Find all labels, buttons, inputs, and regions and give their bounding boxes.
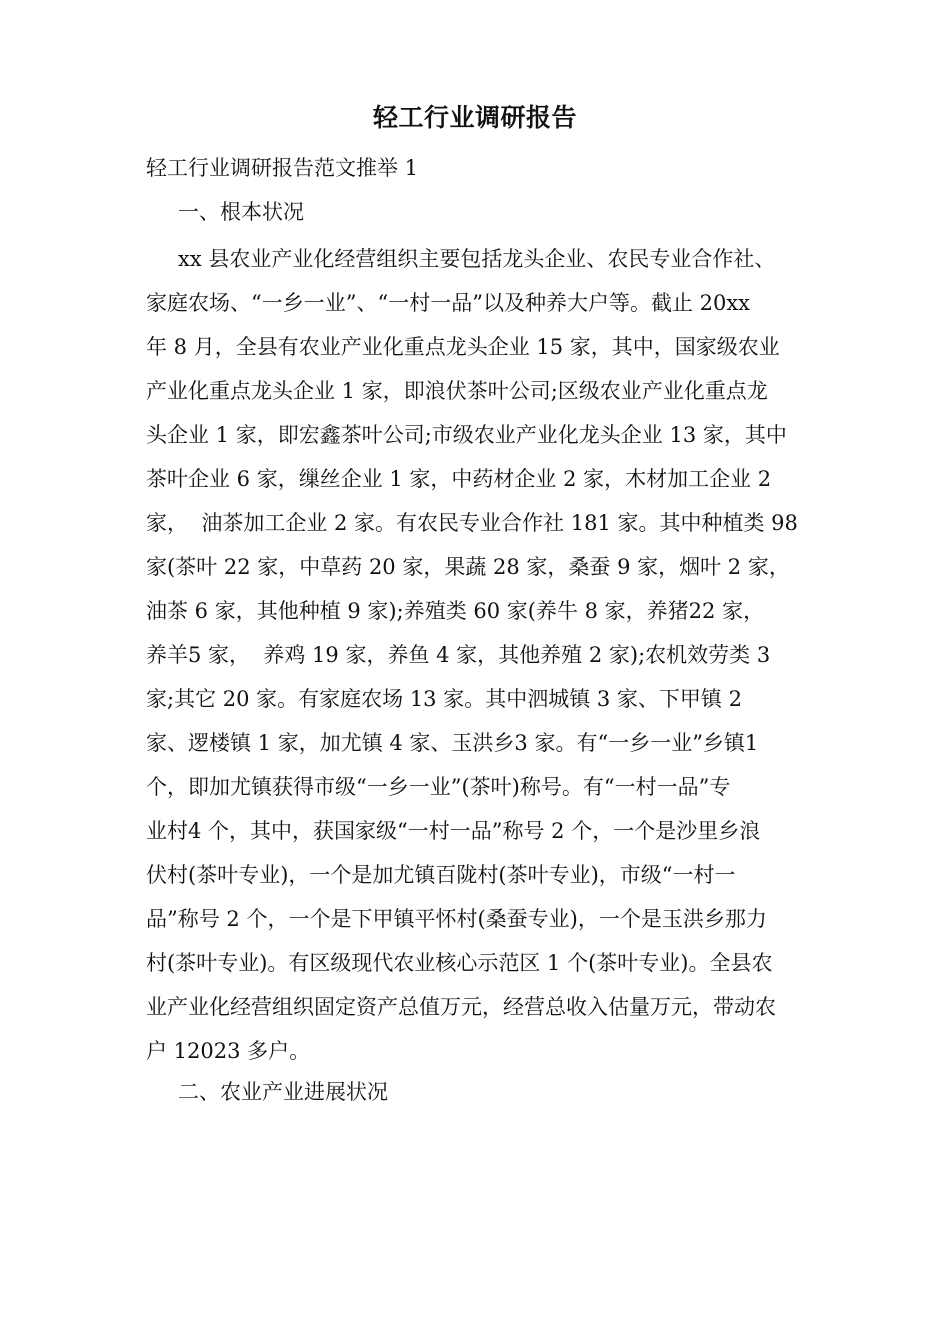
paragraph-line: 年 8 月，全县有农业产业化重点龙头企业 15 家，其中，国家级农业 <box>146 335 780 359</box>
paragraph-line: 养羊5 家， 养鸡 19 家，养鱼 4 家，其他养殖 2 家);农机效劳类 3 <box>146 643 771 667</box>
paragraph-line: 个，即加尤镇获得市级“一乡一业”(茶叶)称号。有“一村一品”专 <box>146 775 731 799</box>
section-heading-1: 一、根本状况 <box>178 200 304 224</box>
paragraph-line: 家庭农场、“一乡一业”、“一村一品”以及种养大户等。截止 20xx <box>146 291 751 315</box>
paragraph-line: 家(茶叶 22 家，中草药 20 家，果蔬 28 家，桑蚕 9 家，烟叶 2 家， <box>146 555 790 579</box>
paragraph-line: 业村4 个，其中，获国家级“一村一品”称号 2 个，一个是沙里乡浪 <box>146 819 761 843</box>
paragraph-line: 家， 油茶加工企业 2 家。有农民专业合作社 181 家。其中种植类 98 <box>146 511 798 535</box>
paragraph-line: xx 县农业产业化经营组织主要包括龙头企业、农民专业合作社、 <box>178 247 776 271</box>
paragraph-line: 油茶 6 家，其他种植 9 家);养殖类 60 家(养牛 8 家，养猪22 家， <box>146 599 765 623</box>
section-1-paragraph <box>146 237 816 1073</box>
paragraph-line: 户 12023 多户。 <box>146 1039 311 1063</box>
document-subtitle: 轻工行业调研报告范文推举 1 <box>146 156 419 180</box>
paragraph-line: 家;其它 20 家。有家庭农场 13 家。其中泗城镇 3 家、下甲镇 2 <box>146 687 742 711</box>
section-heading-2: 二、农业产业进展状况 <box>178 1080 388 1104</box>
paragraph-line: 业产业化经营组织固定资产总值万元，经营总收入估量万元，带动农 <box>146 995 776 1019</box>
paragraph-line: 头企业 1 家，即宏鑫茶叶公司;市级农业产业化龙头企业 13 家，其中 <box>146 423 787 447</box>
paragraph-line: 产业化重点龙头企业 1 家，即浪伏茶叶公司;区级农业产业化重点龙 <box>146 379 768 403</box>
document-title: 轻工行业调研报告 <box>372 103 577 132</box>
paragraph-line: 家、逻楼镇 1 家，加尤镇 4 家、玉洪乡3 家。有“一乡一业”乡镇1 <box>146 731 759 755</box>
paragraph-line: 品”称号 2 个，一个是下甲镇平怀村(桑蚕专业)，一个是玉洪乡那力 <box>146 907 767 931</box>
paragraph-line: 伏村(茶叶专业)，一个是加尤镇百陇村(茶叶专业)，市级“一村一 <box>146 863 736 887</box>
paragraph-line: 茶叶企业 6 家，缫丝企业 1 家，中药材企业 2 家，木材加工企业 2 <box>146 467 772 491</box>
paragraph-line: 村(茶叶专业)。有区级现代农业核心示范区 1 个(茶叶专业)。全县农 <box>146 951 773 975</box>
